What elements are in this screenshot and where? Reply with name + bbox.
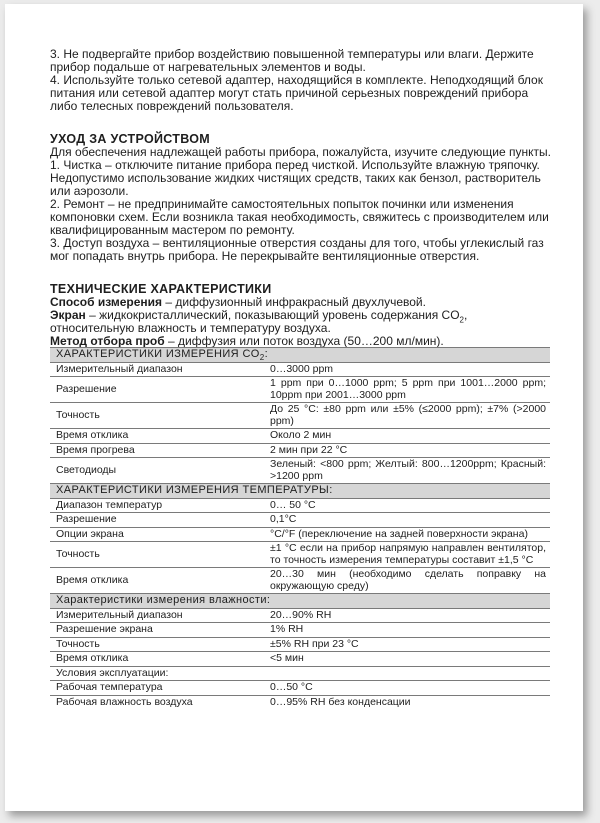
humidity-spec-value: <5 мин xyxy=(265,652,550,667)
co2-section-header-cell xyxy=(50,348,550,363)
humidity-spec-value: 1% RH xyxy=(265,623,550,638)
temp-spec-label: Диапазон температур xyxy=(50,498,265,513)
table-row xyxy=(50,429,550,444)
table-row xyxy=(50,498,550,513)
table-row xyxy=(50,695,550,709)
co2-header-end: : xyxy=(264,348,269,360)
table-row xyxy=(50,458,550,484)
temp-spec-label: Точность xyxy=(50,542,265,568)
table-row xyxy=(50,568,550,594)
table-row xyxy=(50,403,550,429)
table-row xyxy=(50,362,550,377)
table-row xyxy=(50,623,550,638)
table-row xyxy=(50,681,550,696)
humidity-spec-value: 20…90% RH xyxy=(265,608,550,623)
temp-spec-value: 0… 50 °С xyxy=(265,498,550,513)
humidity-spec-label: Время отклика xyxy=(50,652,265,667)
humidity-spec-value: ±5% RH при 23 °С xyxy=(265,637,550,652)
temp-spec-label: Опции экрана xyxy=(50,527,265,542)
tech-screen-text-b: , относительную влажность и температуру воздуха. xyxy=(50,308,468,335)
co2-spec-label: Разрешение xyxy=(50,377,265,403)
care-item-1: 1. Чистка – отключите питание прибора перед чисткой. Используйте влажную тряпочку. Недопустимо использование жидких чистящих средств, таких как бензол, растворитель или аэрозоли. xyxy=(50,158,541,198)
warning-item-3: 3. Не подвергайте прибор воздействию повышенной температуры или влаги. Держите прибор подальше от нагревательных элементов и воды. xyxy=(50,47,534,74)
co2-section-header xyxy=(50,348,550,363)
tech-screen-text-a: – жидкокристаллический, показывающий уровень содержания CO xyxy=(85,308,460,322)
co2-spec-label: Измерительный диапазон xyxy=(50,362,265,377)
temp-spec-value: 20…30 мин (необходимо сделать поправку на окружающую среду) xyxy=(265,568,550,594)
co2-spec-value: Около 2 мин xyxy=(265,429,550,444)
co2-spec-label: Время прогрева xyxy=(50,443,265,458)
co2-spec-label: Светодиоды xyxy=(50,458,265,484)
document-text xyxy=(50,48,552,348)
table-row xyxy=(50,608,550,623)
co2-header-text: ХАРАКТЕРИСТИКИ ИЗМЕРЕНИЯ CO xyxy=(56,348,260,360)
conditions-section-header xyxy=(50,666,550,681)
humidity-spec-label: Измерительный диапазон xyxy=(50,608,265,623)
warning-item-4: 4. Используйте только сетевой адаптер, находящийся в комплекте. Неподходящий блок питания или сетевой адаптер могут стать причиной серьезных повреждений прибора либо телесных повреждений пользователя. xyxy=(50,73,543,113)
temp-section-header xyxy=(50,484,550,499)
co2-spec-value: Зеленый: <800 ppm; Желтый: 800…1200ppm; Красный: >1200 ppm xyxy=(265,458,550,484)
document-page xyxy=(5,4,583,811)
tech-sampling-text: – диффузия или поток воздуха (50…200 мл/мин). xyxy=(164,334,444,348)
humidity-header-text: Характеристики измерения влажности: xyxy=(56,594,271,606)
co2-header-sub: 2 xyxy=(259,353,265,363)
humidity-section-header xyxy=(50,594,550,609)
tech-sampling-label: Метод отбора проб xyxy=(50,334,165,348)
tech-method-label: Способ измерения xyxy=(50,295,163,309)
humidity-spec-label: Точность xyxy=(50,637,265,652)
tech-screen xyxy=(50,309,552,335)
table-row xyxy=(50,637,550,652)
table-row xyxy=(50,527,550,542)
co2-spec-label: Время отклика xyxy=(50,429,265,444)
conditions-spec-label: Рабочая влажность воздуха xyxy=(56,695,193,708)
temp-spec-value: 0,1°С xyxy=(265,513,550,528)
table-row xyxy=(50,443,550,458)
table-row xyxy=(50,542,550,568)
temp-section-header-cell xyxy=(50,484,550,499)
humidity-spec-label: Разрешение экрана xyxy=(50,623,265,638)
conditions-spec-label: Рабочая температура xyxy=(50,681,265,696)
tech-screen-label: Экран xyxy=(50,308,86,322)
co2-spec-value: 2 мин при 22 °С xyxy=(265,443,550,458)
conditions-spec-value: 0…95% RH без конденсации xyxy=(270,695,411,708)
conditions-spec-value: 0…50 °С xyxy=(265,681,550,696)
table-row xyxy=(50,377,550,403)
temp-spec-value: °С/°F (переключение на задней поверхности экрана) xyxy=(265,527,550,542)
temp-spec-label: Время отклика xyxy=(50,568,265,594)
tech-screen-sub: 2 xyxy=(459,315,464,325)
care-item-2: 2. Ремонт – не предпринимайте самостоятельных попыток починки или изменения компоновки схем. Если возникла такая необходимость, свяжитесь с производителем или квалифицированным мастером по ремонту. xyxy=(50,197,549,237)
co2-spec-value: 0…3000 ppm xyxy=(265,362,550,377)
table-row xyxy=(50,513,550,528)
temp-spec-value: ±1 °С если на прибор напрямую направлен вентилятор, то точность измерения температуры составит ±1,5 °С xyxy=(265,542,550,568)
co2-spec-label: Точность xyxy=(50,403,265,429)
table-row xyxy=(50,652,550,667)
spec-table xyxy=(50,347,550,709)
care-item-3: 3. Доступ воздуха – вентиляционные отверстия созданы для того, чтобы углекислый газ мог попадать внутрь прибора. Не перекрывайте вентиляционные отверстия. xyxy=(50,236,544,263)
temp-spec-label: Разрешение xyxy=(50,513,265,528)
temp-header-text: ХАРАКТЕРИСТИКИ ИЗМЕРЕНИЯ ТЕМПЕРАТУРЫ: xyxy=(56,484,333,496)
tech-method-text: – диффузионный инфракрасный двухлучевой. xyxy=(162,295,426,309)
co2-spec-value: 1 ppm при 0…1000 ppm; 5 ppm при 1001…2000 ppm; 10ppm при 2001…3000 ppm xyxy=(265,377,550,403)
tech-heading: ТЕХНИЧЕСКИЕ ХАРАКТЕРИСТИКИ xyxy=(50,282,272,296)
conditions-section-header-label: Условия эксплуатации: xyxy=(50,666,550,681)
care-intro: Для обеспечения надлежащей работы прибора, пожалуйста, изучите следующие пункты. xyxy=(50,145,551,159)
care-heading: УХОД ЗА УСТРОЙСТВОМ xyxy=(50,132,210,146)
humidity-section-header-cell xyxy=(50,594,550,609)
co2-spec-value: До 25 °С: ±80 ppm или ±5% (≤2000 ppm); ±7% (>2000 ppm) xyxy=(265,403,550,429)
